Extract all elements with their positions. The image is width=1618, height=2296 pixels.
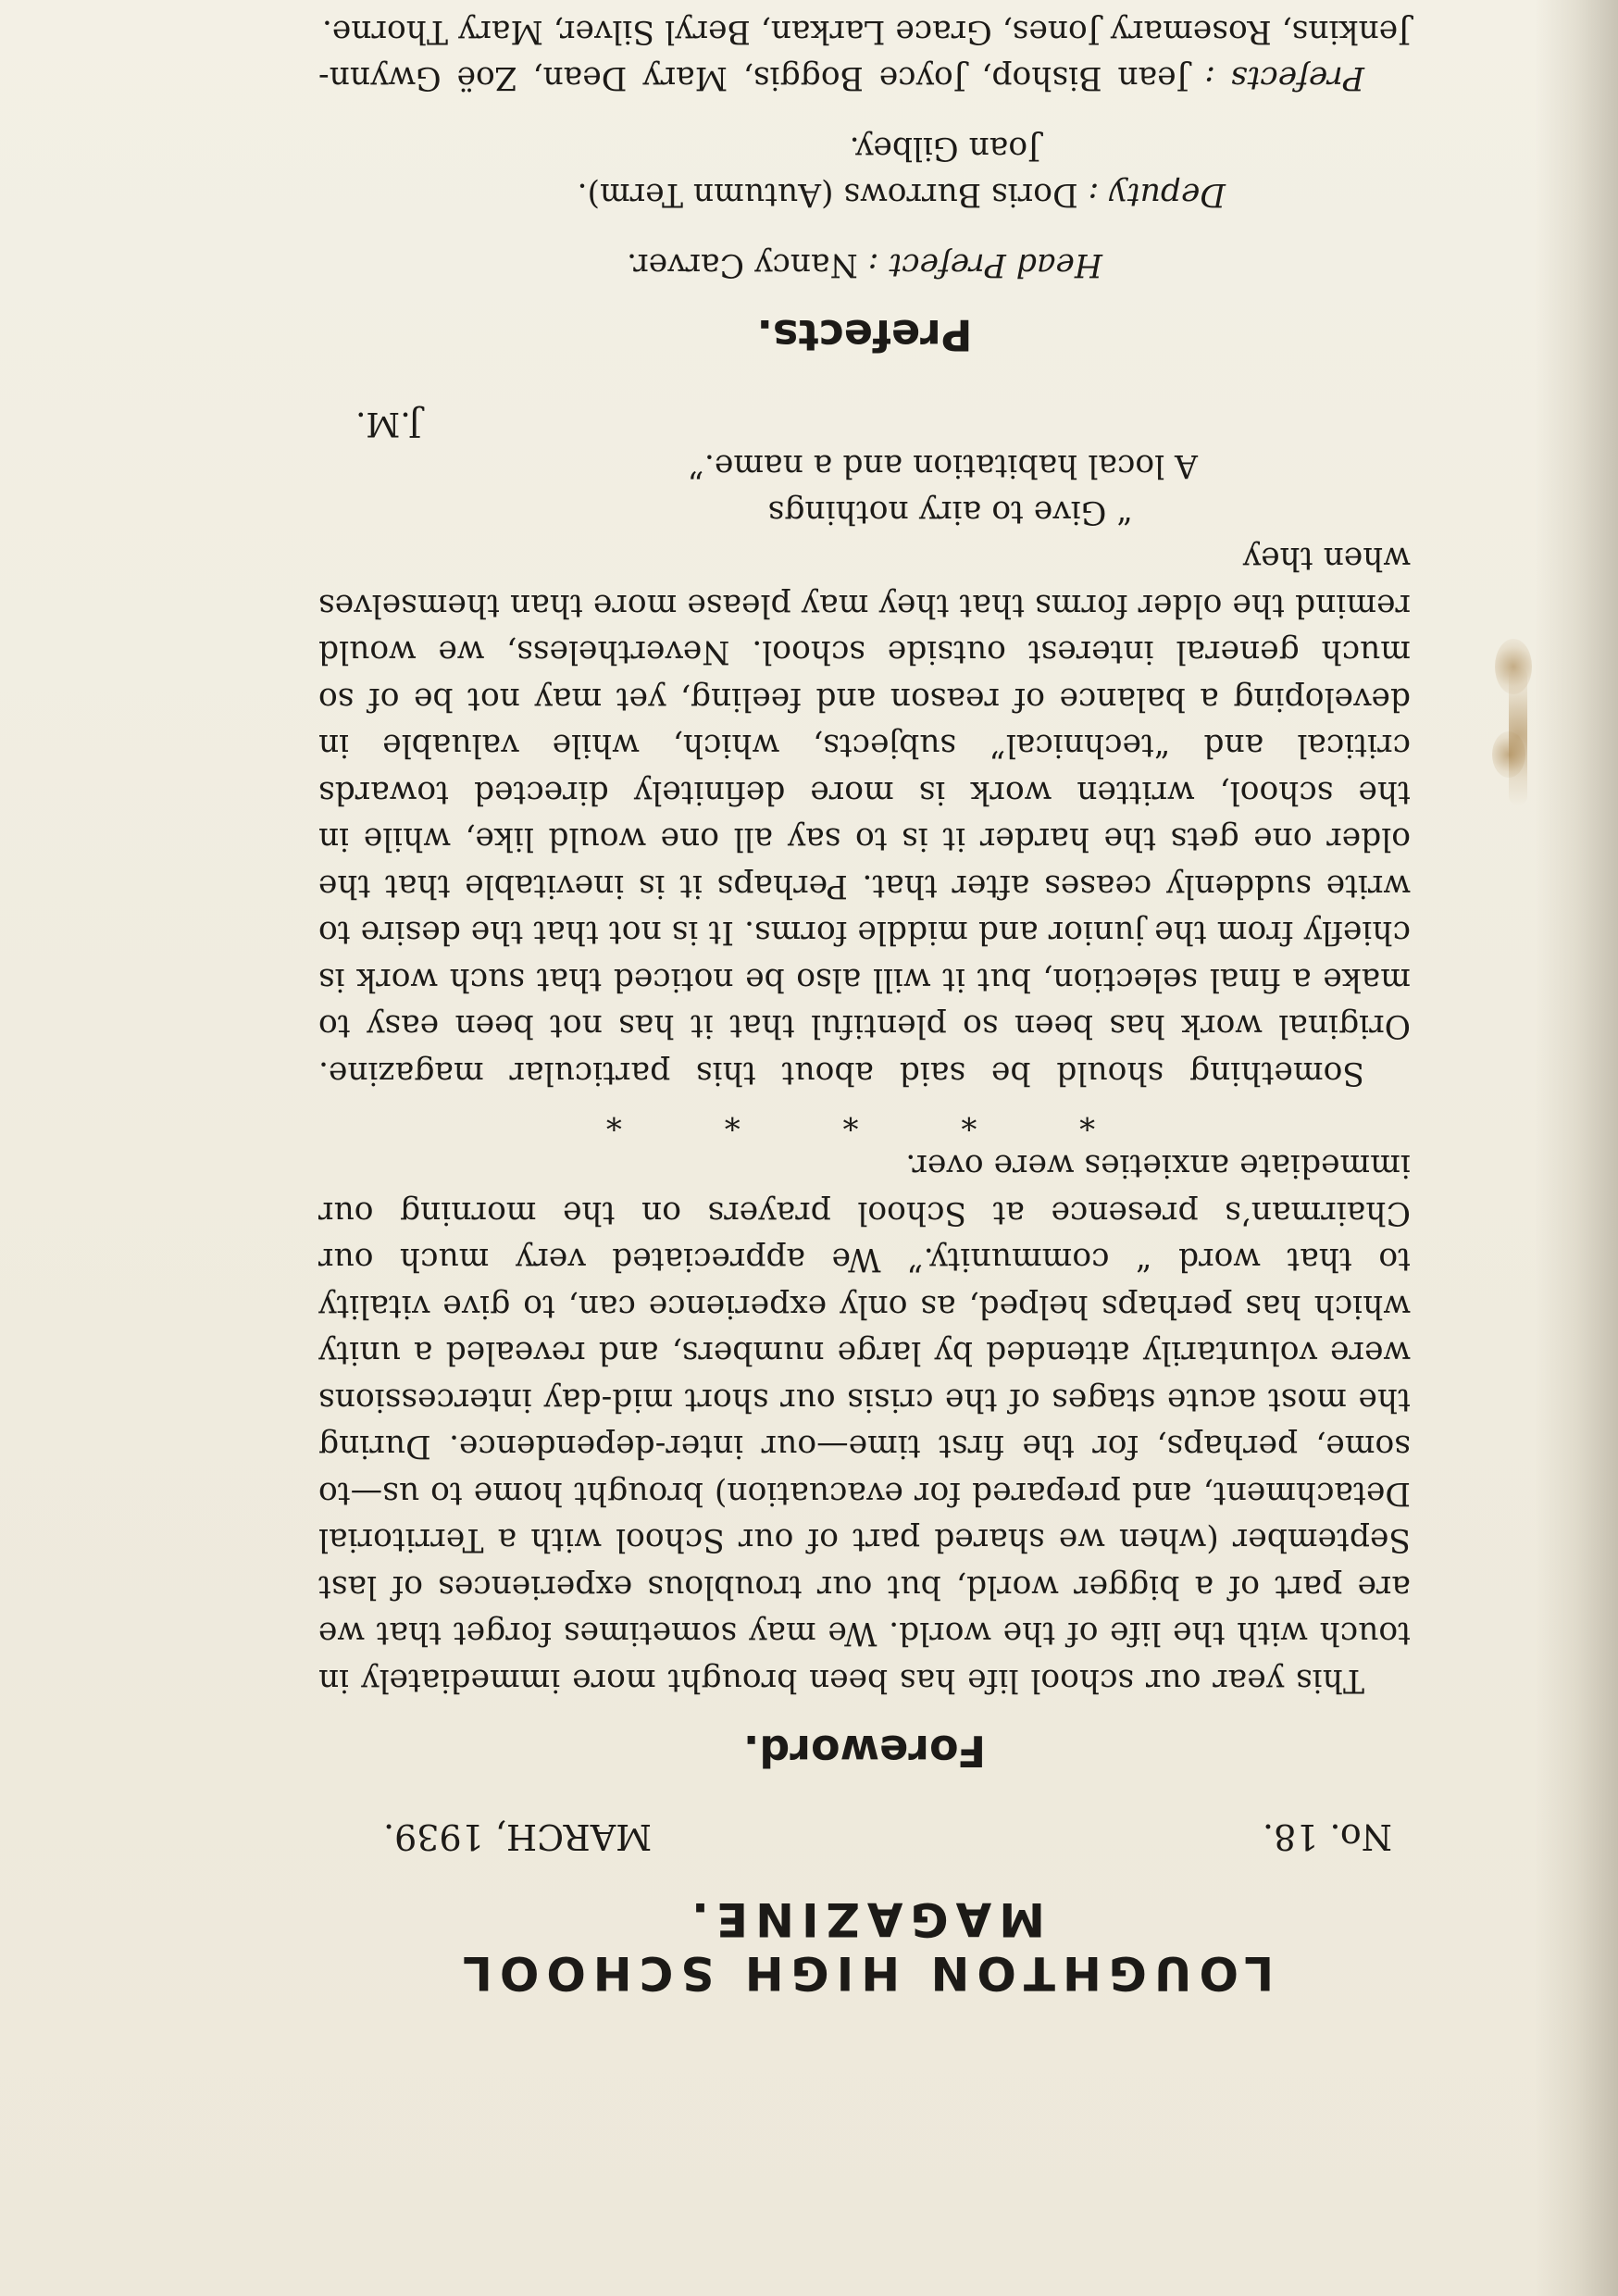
prefects-label: Prefects : bbox=[1204, 59, 1364, 96]
head-prefect-line bbox=[318, 242, 1411, 288]
deputy-line bbox=[318, 171, 1411, 218]
prefects-list bbox=[318, 8, 1411, 101]
quotation bbox=[318, 443, 1411, 535]
section-separator: * * * * * bbox=[559, 1100, 1096, 1137]
head-prefect-name: Nancy Carver. bbox=[627, 246, 858, 283]
quote-line: A local habitation and a name.” bbox=[688, 447, 1198, 484]
signature: J.M. bbox=[355, 405, 422, 443]
quote-line: “ Give to airy nothings bbox=[767, 493, 1133, 530]
issue-date: MARCH, 1939. bbox=[383, 1816, 653, 1857]
prefects-names: Jean Bishop, Joyce Boggis, Mary Dean, Zoë Gwynn-Jenkins, Rosemary Jones, Grace Larkan, Beryl Silver, Mary Thorne. bbox=[317, 13, 1411, 96]
deputy-name: Doris Burrows (Autumn Term). bbox=[577, 176, 1078, 213]
foreword-paragraph: This year our school life has been brought more immediately in touch with the life of the world. We may sometimes forget that we are part of a bigger world, but our troublous experiences of last September (when we shared part of our School with a Territorial Detachment, and prepared for evacuation) brought home to us—to some, perhaps, for the first time—our inter-dependence. During the most acute stages of the crisis our short mid-day intercessions were voluntarily attended by large numbers, and revealed a unity which has perhaps helped, as only experience can, to give vitality to that word “ community.” We appreciated very much our Chairman’s presence at School prayers on the morning our immediate anxieties were over. bbox=[318, 1147, 1411, 1699]
deputy-name: Joan Gilbey. bbox=[849, 130, 1040, 167]
foreword-heading: Foreword. bbox=[742, 1726, 987, 1776]
prefects-heading: Prefects. bbox=[756, 310, 973, 360]
issue-line bbox=[318, 1816, 1411, 1857]
head-prefect-label: Head Prefect : bbox=[867, 246, 1102, 283]
issue-number: No. 18. bbox=[1262, 1816, 1392, 1857]
deputy-label: Deputy : bbox=[1088, 176, 1226, 213]
foreword-paragraph: Something should be said about this particular magazine. Original work has been so plentiful that it has not been easy to make a final selection, but it will also be noticed that such work is chiefly from the junior and middle forms. It is not that the desire to write suddenly ceases after that. Perhaps it is inevitable that the older one gets the harder it is to say all one would like, while in the school, written work is more definitely directed towards critical and “technical” subjects, which, while valuable in developing a balance of reason and feeling, yet may not be of so much general interest outside school. Nevertheless, we would remind the older forms that they may please more than themselves when they bbox=[318, 540, 1411, 1092]
magazine-title: LOUGHTON HIGH SCHOOL MAGAZINE. bbox=[454, 1892, 1275, 2000]
text-column bbox=[318, 0, 1411, 2000]
